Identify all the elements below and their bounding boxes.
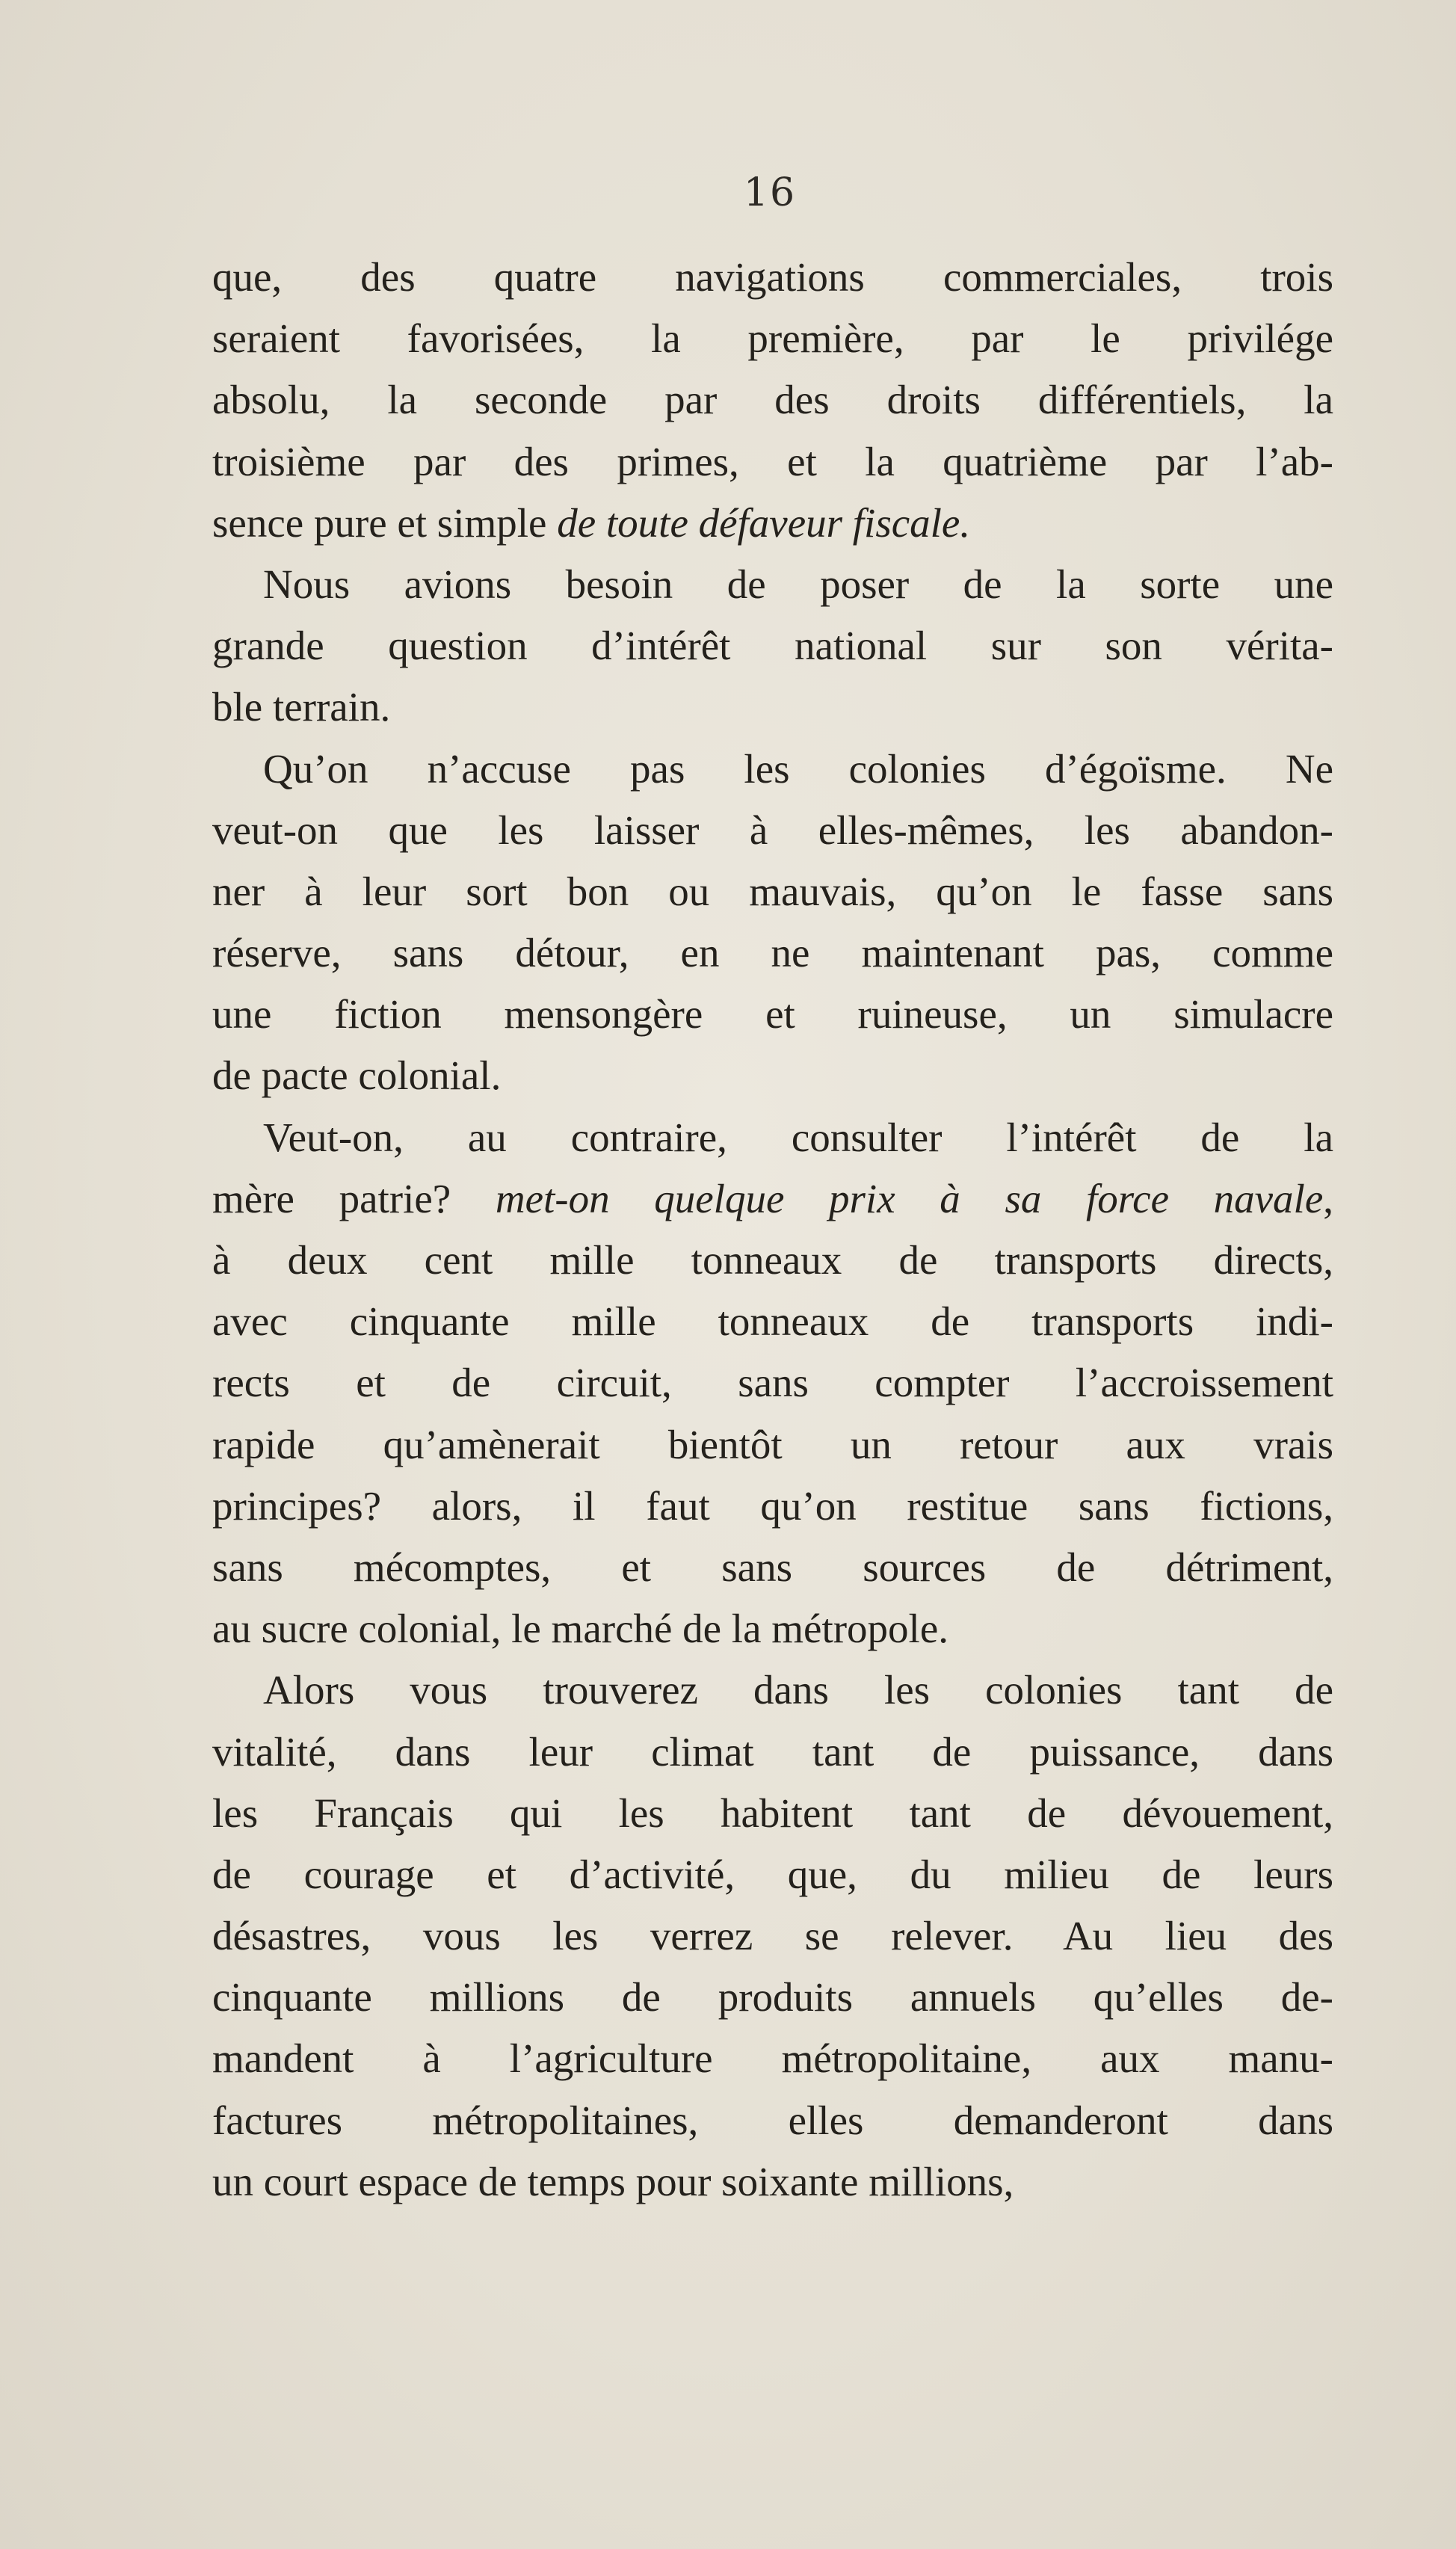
text-line: [212, 493, 1333, 554]
text-line: [212, 1414, 1333, 1476]
text-segment: seraient favorisées, la première, par le privilége: [212, 315, 1333, 362]
text-line: [212, 739, 1333, 800]
page-number: 16: [743, 170, 797, 215]
text-segment: à deux cent mille tonneaux de transports directs,: [212, 1237, 1333, 1283]
text-segment: de courage et d’activité, que, du milieu de leurs: [212, 1851, 1333, 1897]
text-line: [212, 1045, 1333, 1106]
text-segment: ble terrain.: [212, 684, 391, 730]
text-line: [212, 1107, 1333, 1168]
text-line: [212, 676, 1333, 738]
text-line: [212, 1783, 1333, 1844]
text-line: [212, 1844, 1333, 1905]
text-segment: rapide qu’amènerait bientôt un retour aux vrais: [212, 1421, 1333, 1467]
text-line: [212, 1722, 1333, 1783]
text-line: [212, 1291, 1333, 1352]
text-segment: un court espace de temps pour soixante millions,: [212, 2158, 1014, 2204]
text-line: [212, 247, 1333, 308]
text-line: [212, 1967, 1333, 2028]
text-segment: réserve, sans détour, en ne maintenant pas, comme: [212, 930, 1333, 976]
text-segment: troisième par des primes, et la quatrième par l’ab-: [212, 438, 1333, 484]
text-line: [212, 1905, 1333, 1967]
text-line: [212, 984, 1333, 1045]
text-line: [212, 1352, 1333, 1414]
text-line: [212, 615, 1333, 676]
text-segment: ner à leur sort bon ou mauvais, qu’on le fasse sans: [212, 868, 1333, 914]
text-segment: Nous avions besoin de poser de la sorte une: [263, 561, 1333, 607]
text-segment: sence pure et simple: [212, 499, 558, 546]
text-segment: mère patrie?: [212, 1175, 496, 1221]
text-line: [212, 1476, 1333, 1537]
text-segment: ,: [1323, 1175, 1333, 1221]
text-segment: Alors vous trouverez dans les colonies tant de: [263, 1667, 1333, 1713]
text-line: [212, 308, 1333, 369]
text-segment: Qu’on n’accuse pas les colonies d’égoïsme. Ne: [263, 745, 1333, 792]
text-segment: que, des quatre navigations commerciales, trois: [212, 254, 1333, 300]
text-segment: Veut-on, au contraire, consulter l’intérêt de la: [263, 1114, 1333, 1160]
text-segment: rects et de circuit, sans compter l’accroissement: [212, 1360, 1333, 1406]
body-text: [212, 247, 1333, 2213]
text-segment: cinquante millions de produits annuels qu’elles de-: [212, 1974, 1333, 2021]
text-segment: de pacte colonial.: [212, 1052, 502, 1099]
text-segment: sans mécomptes, et sans sources de détriment,: [212, 1544, 1333, 1590]
text-line: [212, 1537, 1333, 1598]
text-segment: vitalité, dans leur climat tant de puissance, dans: [212, 1728, 1333, 1775]
text-segment: principes? alors, il faut qu’on restitue sans fictions,: [212, 1482, 1333, 1529]
paragraph: [212, 1659, 1333, 2213]
text-line: [212, 922, 1333, 984]
paragraph: [212, 1107, 1333, 1660]
paragraph: [212, 247, 1333, 554]
text-line: [212, 1659, 1333, 1721]
text-segment: mandent à l’agriculture métropolitaine, aux manu-: [212, 2035, 1333, 2082]
text-line: [212, 1168, 1333, 1230]
text-line: [212, 2090, 1333, 2151]
text-line: [212, 1598, 1333, 1659]
paragraph: [212, 739, 1333, 1107]
text-line: [212, 2151, 1333, 2213]
text-segment: factures métropolitaines, elles demanderont dans: [212, 2097, 1333, 2143]
text-line: [212, 1230, 1333, 1291]
text-line: [212, 554, 1333, 615]
text-line: [212, 800, 1333, 861]
italic-segment: de toute défaveur fiscale.: [557, 499, 971, 546]
text-line: [212, 861, 1333, 922]
paragraph: [212, 554, 1333, 739]
text-segment: grande question d’intérêt national sur son vérita-: [212, 623, 1333, 669]
text-segment: désastres, vous les verrez se relever. Au lieu des: [212, 1913, 1333, 1959]
text-segment: les Français qui les habitent tant de dévouement,: [212, 1790, 1333, 1836]
italic-segment: met-on quelque prix à sa force navale: [495, 1175, 1324, 1221]
text-line: [212, 369, 1333, 431]
text-line: [212, 2028, 1333, 2089]
text-segment: avec cinquante mille tonneaux de transports indi-: [212, 1298, 1333, 1345]
text-line: [212, 431, 1333, 493]
text-segment: absolu, la seconde par des droits différentiels, la: [212, 377, 1333, 423]
text-segment: une fiction mensongère et ruineuse, un simulacre: [212, 991, 1333, 1038]
text-segment: veut-on que les laisser à elles-mêmes, les abandon-: [212, 807, 1333, 853]
text-segment: au sucre colonial, le marché de la métropole.: [212, 1606, 948, 1652]
